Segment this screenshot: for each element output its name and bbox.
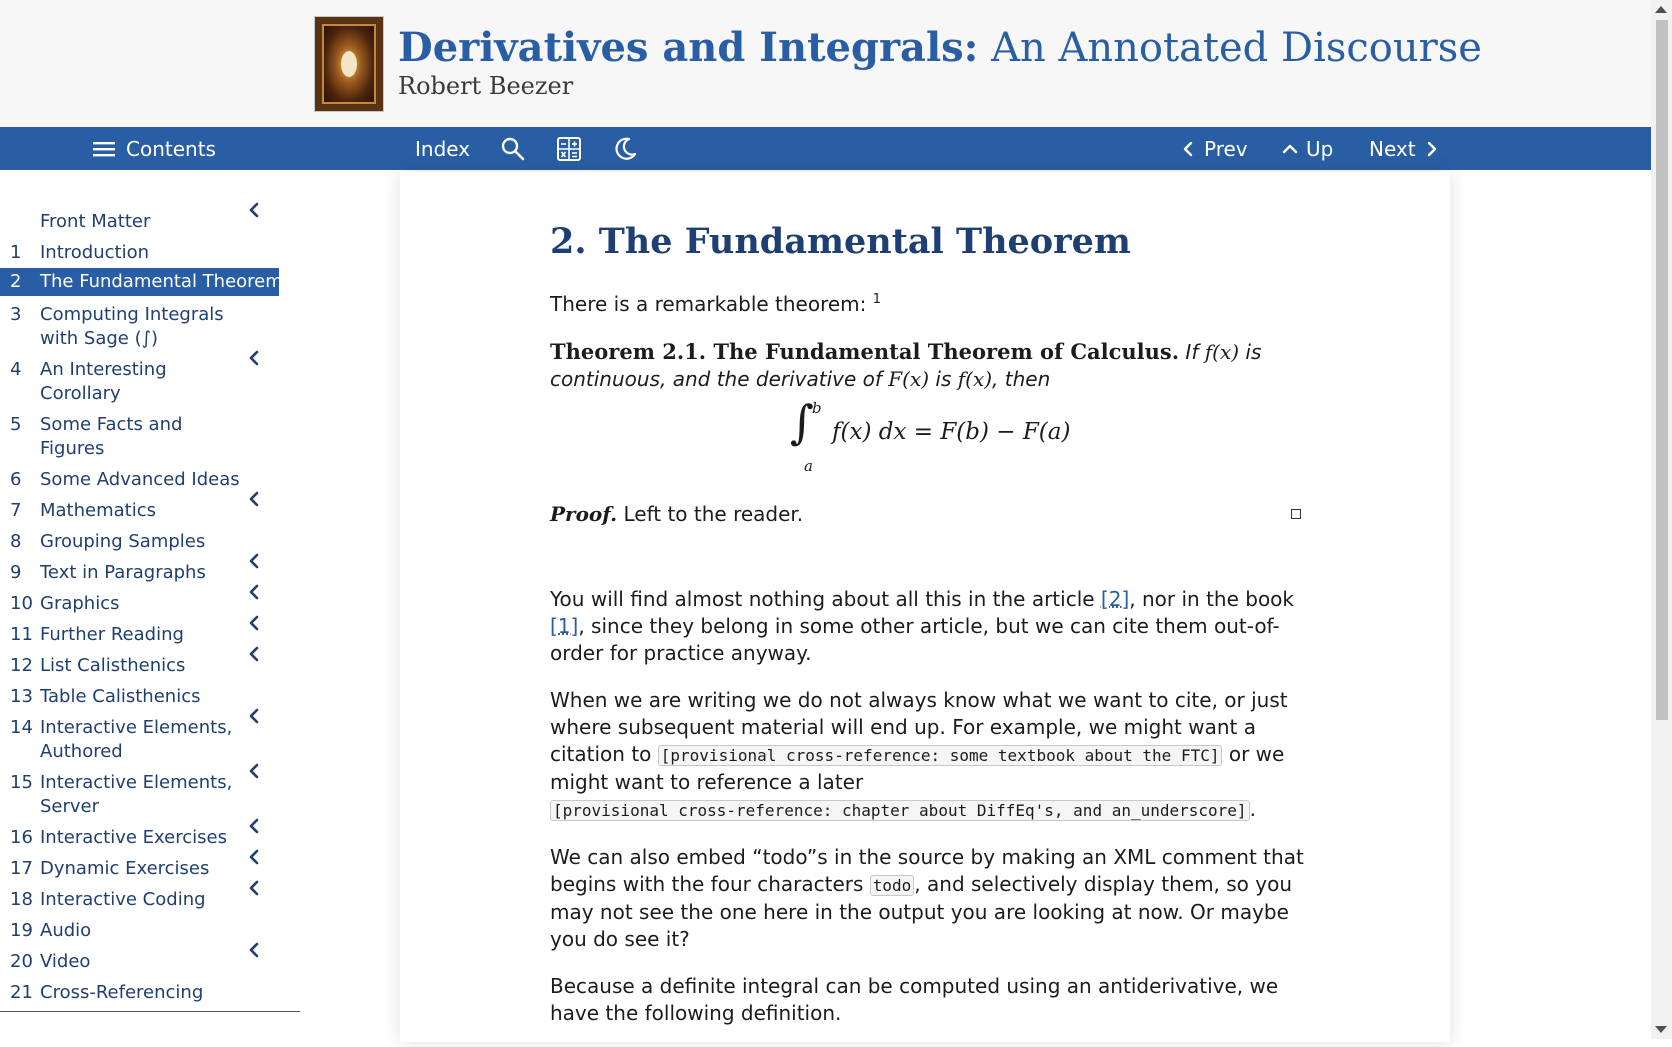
toc-item-number: 5 — [10, 414, 22, 435]
scroll-up-arrow-icon[interactable] — [1655, 6, 1667, 13]
toc-item-number: 18 — [10, 889, 33, 910]
integral-sign: ∫ — [790, 394, 814, 449]
calculator-button[interactable] — [556, 127, 582, 170]
prev-label: Prev — [1204, 136, 1248, 161]
next-label: Next — [1369, 136, 1416, 161]
book-title-main: Derivatives and Integrals: — [398, 24, 979, 71]
citation-text-b: , nor in the book — [1129, 586, 1294, 611]
toc-item-number: 19 — [10, 920, 33, 941]
toc-item-label: Interactive Elements, Server — [40, 772, 233, 817]
book-cover-gem — [341, 51, 357, 77]
scroll-thumb[interactable] — [1656, 20, 1668, 720]
main-content — [550, 210, 1310, 1047]
expand-chevron-icon[interactable] — [244, 761, 264, 781]
proof-label[interactable]: Proof. — [550, 501, 618, 526]
toc-item[interactable] — [0, 241, 300, 265]
toc-item-label: Interactive Exercises — [40, 827, 227, 848]
definition-intro-paragraph: Because a definite integral can be computed using an antiderivative, we have the following definition. — [550, 973, 1279, 1025]
provisional-xref-chapter: [provisional cross-reference: chapter about DiffEq's, and an_underscore] — [550, 800, 1250, 821]
vertical-scrollbar[interactable] — [1651, 0, 1672, 1039]
toc-item-number: 21 — [10, 982, 33, 1003]
toc-item[interactable] — [0, 888, 300, 912]
next-button[interactable] — [1369, 127, 1440, 170]
display-equation — [550, 394, 1310, 477]
toc-item-label: List Calisthenics — [40, 655, 186, 676]
expand-chevron-icon[interactable] — [244, 940, 264, 960]
toc-item[interactable] — [0, 210, 300, 234]
toc-item-label: Grouping Samples — [40, 531, 206, 552]
expand-chevron-icon[interactable] — [244, 847, 264, 867]
index-label: Index — [415, 136, 471, 161]
theorem-if: If — [1185, 339, 1199, 364]
toc-item-number: 12 — [10, 655, 33, 676]
toc-item-label: Graphics — [40, 593, 120, 614]
toc-item-number: 6 — [10, 469, 22, 490]
contents-label: Contents — [126, 136, 216, 161]
toc-item[interactable] — [0, 771, 300, 819]
expand-chevron-icon[interactable] — [244, 489, 264, 509]
toc-item-label: Some Facts and Figures — [40, 414, 183, 459]
chevron-right-icon — [1424, 139, 1440, 159]
up-label: Up — [1306, 136, 1334, 161]
toc-bottom-divider — [0, 1011, 300, 1012]
navigation-toolbar — [0, 127, 1651, 170]
masthead — [0, 0, 1651, 127]
book-cover-ornament — [322, 24, 376, 104]
index-button[interactable] — [415, 127, 470, 170]
search-button[interactable] — [500, 127, 526, 170]
theorem-is: is continuous, and the derivative of — [550, 339, 1262, 391]
book-title[interactable] — [398, 22, 1482, 74]
chevron-left-icon — [1180, 139, 1196, 159]
toc-sidebar — [0, 210, 300, 1012]
toc-item-label: Computing Integrals with Sage (∫) — [40, 304, 224, 349]
toc-item-label: Video — [40, 951, 91, 972]
toc-item-label: An Interesting Corollary — [40, 359, 167, 404]
toc-item[interactable] — [0, 499, 300, 523]
dark-mode-toggle[interactable] — [612, 127, 638, 170]
toc-item-number: 8 — [10, 531, 22, 552]
toc-item-label: Interactive Coding — [40, 889, 206, 910]
toc-item-number: 17 — [10, 858, 33, 879]
citation-text-c: , since they belong in some other article, but we can cite them out-of-order for practice anyway. — [550, 613, 1280, 665]
scroll-down-arrow-icon[interactable] — [1655, 1026, 1667, 1033]
toc-item-label: Further Reading — [40, 624, 184, 645]
expand-chevron-icon[interactable] — [244, 200, 264, 220]
todo-paragraph — [550, 844, 1310, 953]
todo-code: todo — [870, 875, 915, 896]
toc-item[interactable] — [0, 413, 300, 461]
prev-button[interactable] — [1180, 127, 1248, 170]
theorem-title[interactable]: Theorem 2.1. The Fundamental Theorem of Calculus. — [550, 338, 1180, 364]
calculator-icon — [556, 136, 582, 162]
toc-item-number: 9 — [10, 562, 22, 583]
expand-chevron-icon[interactable] — [244, 582, 264, 602]
expand-chevron-icon[interactable] — [244, 348, 264, 368]
theorem-block — [550, 338, 1310, 393]
theorem-fx: f(x) — [1204, 339, 1240, 364]
toc-item-label: Introduction — [40, 242, 150, 263]
toc-item-number: 2 — [10, 271, 22, 292]
toc-list — [0, 210, 300, 1012]
toc-item-label: The Fundamental Theorem — [40, 271, 283, 292]
qed-box-icon — [1291, 509, 1301, 519]
integral-upper-limit: b — [812, 398, 822, 417]
theorem-fx2: f(x) — [957, 366, 993, 391]
provisional-text-c: . — [1249, 796, 1256, 821]
toc-item[interactable] — [0, 716, 300, 764]
contents-button[interactable] — [92, 127, 216, 170]
citation-text-a: You will find almost nothing about all this in the article — [550, 586, 1095, 611]
toc-item[interactable] — [0, 268, 283, 296]
citation-link-2[interactable]: [2] — [1100, 586, 1130, 611]
toc-item-number: 15 — [10, 772, 33, 793]
provisional-paragraph — [550, 687, 1310, 824]
expand-chevron-icon[interactable] — [244, 551, 264, 571]
toc-item[interactable] — [0, 981, 300, 1005]
chevron-up-icon — [1280, 139, 1300, 159]
toc-item-label: Table Calisthenics — [40, 686, 201, 707]
citation-paragraph — [550, 586, 1310, 667]
toc-item-number: 4 — [10, 359, 22, 380]
proof-text: Left to the reader. — [623, 501, 804, 526]
expand-chevron-icon[interactable] — [244, 878, 264, 898]
up-button[interactable] — [1280, 127, 1333, 170]
toc-item-label: Cross-Referencing — [40, 982, 204, 1003]
toc-item-label: Dynamic Exercises — [40, 858, 210, 879]
toc-item-number: 20 — [10, 951, 33, 972]
toc-item-number: 1 — [10, 242, 22, 263]
provisional-xref-textbook: [provisional cross-reference: some textbook about the FTC] — [658, 745, 1223, 766]
toc-item-label: Mathematics — [40, 500, 156, 521]
toc-item-number: 13 — [10, 686, 33, 707]
hamburger-menu-icon — [92, 139, 116, 159]
search-icon — [500, 136, 526, 162]
expand-chevron-icon[interactable] — [244, 613, 264, 633]
theorem-then: , then — [992, 366, 1051, 391]
book-subtitle: An Annotated Discourse — [991, 25, 1482, 71]
book-author: Robert Beezer — [398, 72, 574, 100]
theorem-Fx: F(x) — [888, 366, 930, 391]
expand-chevron-icon[interactable] — [244, 644, 264, 664]
expand-chevron-icon[interactable] — [244, 816, 264, 836]
toc-item[interactable] — [0, 654, 300, 678]
expand-chevron-icon[interactable] — [244, 706, 264, 726]
toc-item-label: Text in Paragraphs — [40, 562, 206, 583]
toc-item-number: 7 — [10, 500, 22, 521]
toc-item[interactable] — [0, 950, 300, 974]
todo-text-a: We can also embed “todo”s in the source by making an XML comment that begins with the four characters — [550, 844, 1304, 896]
toc-item-number: 16 — [10, 827, 33, 848]
toc-item[interactable] — [0, 303, 300, 351]
theorem-is2: is — [935, 366, 952, 391]
section-heading: 2. The Fundamental Theorem — [550, 221, 1131, 262]
footnote-marker[interactable]: 1 — [872, 292, 882, 307]
todo-text-b: , and selectively display them, so you may not see the one here in the output you are looking at now. Or maybe you do see it? — [550, 871, 1293, 951]
integral-lower-limit: a — [804, 456, 813, 475]
toc-item-number: 14 — [10, 717, 33, 738]
toc-item-label: Interactive Elements, Authored — [40, 717, 233, 762]
toc-item-number: 3 — [10, 304, 22, 325]
proof-block — [550, 501, 1310, 528]
citation-link-1[interactable]: [1] — [550, 613, 579, 638]
toc-item-label: Audio — [40, 920, 92, 941]
toc-item-label: Some Advanced Ideas — [40, 469, 240, 490]
toc-item-number: 11 — [10, 624, 33, 645]
provisional-text-b: or we might want to reference a later — [550, 741, 1285, 794]
provisional-text-a: When we are writing we do not always know what we want to cite, or just where subsequent material will end up. For example, we might want a citation to — [550, 687, 1288, 766]
toc-item-number: 10 — [10, 593, 33, 614]
moon-icon — [612, 136, 638, 162]
integral-expression: f(x) dx = F(b) − F(a) — [832, 418, 1071, 445]
toc-item-label: Front Matter — [40, 211, 151, 232]
intro-paragraph — [550, 286, 1310, 318]
intro-text: There is a remarkable theorem: — [550, 291, 867, 316]
toc-item[interactable] — [0, 358, 300, 406]
book-cover-logo[interactable] — [314, 16, 384, 112]
